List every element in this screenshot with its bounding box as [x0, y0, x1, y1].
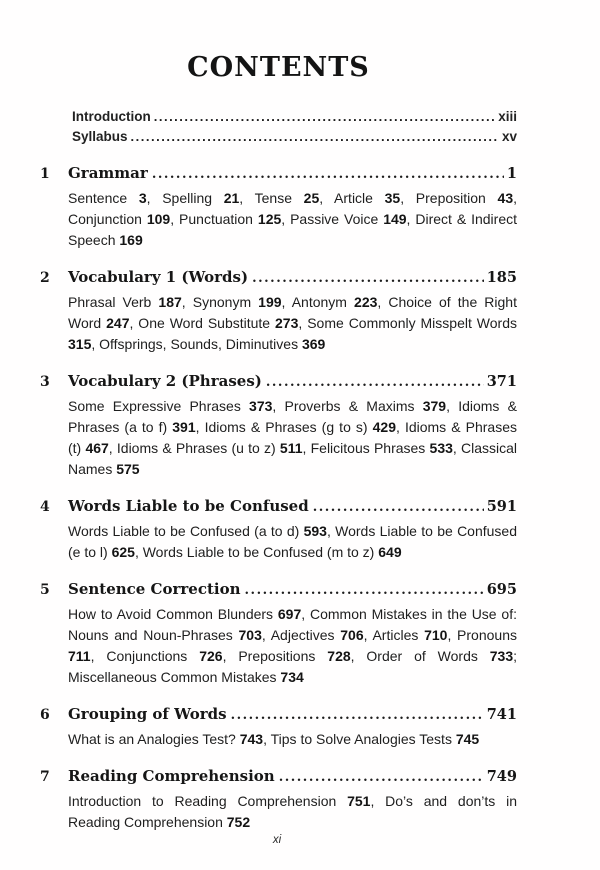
chapter-entry: [40, 579, 517, 688]
chapter-title: Words Liable to be Confused: [68, 497, 309, 515]
chapter-topics: Introduction to Reading Comprehension 751, Do’s and don’ts in Reading Comprehension 752: [68, 793, 517, 830]
chapter-topics: Words Liable to be Confused (a to d) 593, Words Liable to be Confused (e to l) 625, Words Liable to be Confused (m to z) 649: [68, 523, 518, 560]
chapter-entry: [40, 766, 517, 833]
dot-leader: [266, 372, 484, 393]
chapter-title: Vocabulary 1 (Words): [68, 268, 249, 286]
chapter-entry: [40, 496, 517, 563]
chapter-number: 1: [40, 166, 50, 182]
chapter-number: 6: [40, 707, 50, 723]
dot-leader: [154, 107, 496, 127]
chapter-number: 2: [40, 270, 50, 286]
chapter-heading: [40, 579, 517, 601]
chapter-page: 185: [486, 269, 517, 286]
chapter-entry: [40, 371, 517, 480]
chapter-heading: [40, 371, 517, 393]
chapter-topics: Sentence 3, Spelling 21, Tense 25, Article 35, Preposition 43, Conjunction 109, Punctuation 125, Passive Voice 149, Direct & Indirect Speech 169: [68, 190, 518, 248]
folio-page-number: xi: [272, 834, 282, 846]
front-matter-page: xiii: [498, 109, 517, 124]
chapter-page: 695: [486, 581, 517, 598]
chapter-entry: [40, 704, 517, 750]
front-matter-label: Introduction: [72, 109, 151, 124]
chapter-heading: [40, 267, 517, 289]
chapter-number: 4: [40, 499, 50, 515]
chapter-entry: [40, 163, 517, 251]
front-matter-page: xv: [501, 129, 517, 144]
dot-leader: [252, 268, 484, 289]
chapter-heading: [40, 163, 517, 185]
chapter-title: Sentence Correction: [68, 580, 241, 598]
chapter-heading: [40, 704, 517, 726]
chapter-page: 749: [486, 768, 517, 785]
chapter-page: 591: [486, 498, 517, 515]
chapter-title: Grouping of Words: [68, 705, 227, 723]
chapter-heading: [40, 766, 517, 788]
chapter-entry: [40, 267, 517, 355]
chapter-list: [40, 163, 517, 833]
dot-leader: [245, 580, 484, 601]
chapter-title: Reading Comprehension: [68, 767, 275, 785]
chapter-page: 371: [486, 373, 517, 390]
front-matter-row: [72, 127, 517, 147]
chapter-heading: [40, 496, 517, 518]
dot-leader: [152, 164, 504, 185]
page-title: CONTENTS: [187, 52, 370, 83]
chapter-topics: Some Expressive Phrases 373, Proverbs & Maxims 379, Idioms & Phrases (a to f) 391, Idioms & Phrases (g to s) 429, Idioms & Phrases (t) 467, Idioms & Phrases (u to z) 511, Felicitous Phrases 533, Classical Names 575: [68, 398, 518, 477]
chapter-number: 3: [40, 374, 50, 390]
dot-leader: [231, 705, 484, 726]
chapter-page: 1: [506, 165, 517, 182]
dot-leader: [131, 127, 499, 147]
chapter-title: Vocabulary 2 (Phrases): [68, 372, 262, 390]
chapter-number: 7: [40, 769, 50, 785]
dot-leader: [279, 767, 484, 788]
chapter-number: 5: [40, 582, 50, 598]
chapter-topics: How to Avoid Common Blunders 697, Common Mistakes in the Use of: Nouns and Noun-Phrases 703, Adjectives 706, Articles 710, Pronouns 711, Conjunctions 726, Prepositions 728, Order of Words 733; Miscellaneous Common Mistakes 734: [68, 606, 517, 685]
chapter-topics: Phrasal Verb 187, Synonym 199, Antonym 223, Choice of the Right Word 247, One Word Substitute 273, Some Commonly Misspelt Words 315, Offsprings, Sounds, Diminutives 369: [68, 294, 517, 352]
chapter-topics: What is an Analogies Test? 743, Tips to Solve Analogies Tests 745: [68, 731, 480, 747]
chapter-page: 741: [486, 706, 517, 723]
front-matter-list: [72, 107, 517, 147]
dot-leader: [313, 497, 484, 518]
front-matter-row: [72, 107, 517, 127]
chapter-title: Grammar: [68, 164, 148, 182]
front-matter-label: Syllabus: [72, 129, 128, 144]
